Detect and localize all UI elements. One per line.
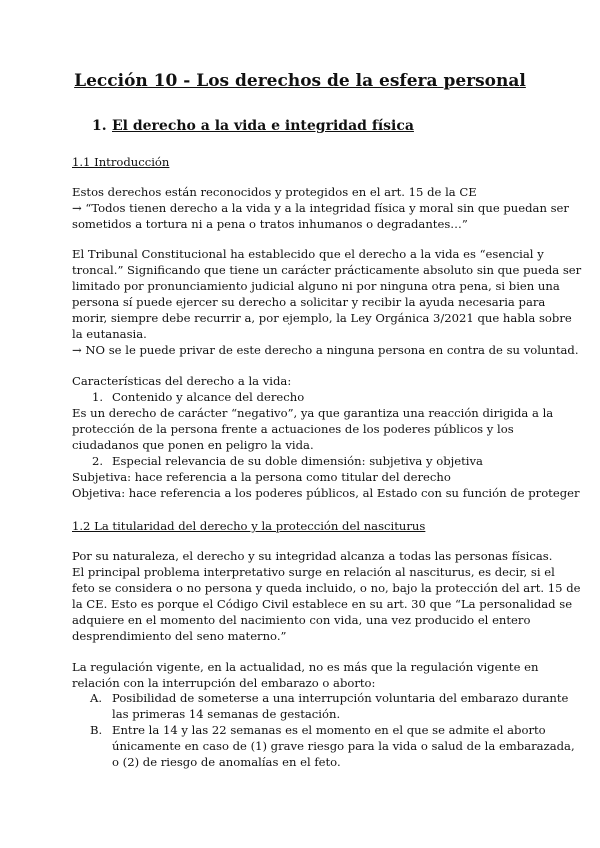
tc-paragraph (72, 246, 582, 358)
text-line: sometidos a tortura ni a pena o tratos inhumanos o degradantes…” (72, 217, 468, 231)
text-line: adquiere en el momento del nacimiento con vida, una vez producido el entero (72, 613, 531, 627)
text-line: la CE. Esto es porque el Código Civil establece en su art. 30 que “La personalidad se (72, 597, 573, 611)
subsection-1-2-heading: 1.2 La titularidad del derecho y la protección del nasciturus (72, 519, 426, 533)
list-letter: B. (90, 723, 103, 737)
subsection-1-1-heading: 1.1 Introducción (72, 155, 170, 169)
text-line: Entre la 14 y las 22 semanas es el momento en el que se admite el aborto (112, 723, 546, 737)
caracteristica-2-description (72, 469, 580, 501)
text-line: Objetiva: hace referencia a los poderes públicos, al Estado con su función de proteger (72, 486, 580, 500)
text-line: Es un derecho de carácter “negativo”, ya que garantiza una reacción dirigida a la (72, 406, 554, 420)
text-line: Por su naturaleza, el derecho y su integridad alcanza a todas las personas físicas. (72, 549, 553, 563)
list-item-text: Especial relevancia de su doble dimensión: subjetiva y objetiva (112, 454, 483, 468)
lesson-title: Lección 10 - Los derechos de la esfera personal (74, 71, 526, 91)
text-line: → “Todos tienen derecho a la vida y a la integridad física y moral sin que puedan ser (72, 201, 569, 215)
text-line: El Tribunal Constitucional ha establecido que el derecho a la vida es “esencial y (72, 247, 544, 261)
intro-paragraph (72, 184, 569, 232)
text-line: o (2) de riesgo de anomalías en el feto. (112, 755, 341, 769)
caracteristica-item-2 (92, 453, 483, 469)
regulacion-item-b (90, 722, 575, 770)
text-line: Subjetiva: hace referencia a la persona como titular del derecho (72, 470, 451, 484)
list-number: 2. (92, 454, 104, 468)
text-line: ciudadanos que ponen en peligro la vida. (72, 438, 314, 452)
titularidad-paragraph (72, 548, 581, 644)
regulacion-item-a (90, 690, 569, 722)
caracteristica-1-description (72, 405, 554, 453)
text-line: feto se considera o no persona y queda incluido, o no, bajo la protección del art. 15 de (72, 581, 581, 595)
list-item-text: Contenido y alcance del derecho (112, 390, 305, 404)
section-1-heading (92, 116, 414, 136)
caracteristica-item-1 (92, 389, 304, 405)
list-number: 1. (92, 390, 104, 404)
text-line: Estos derechos están reconocidos y protegidos en el art. 15 de la CE (72, 185, 477, 199)
text-line: La regulación vigente, en la actualidad, no es más que la regulación vigente en (72, 660, 539, 674)
text-line: Posibilidad de someterse a una interrupción voluntaria del embarazo durante (112, 691, 569, 705)
text-line: morir, siempre debe recurrir a, por ejemplo, la Ley Orgánica 3/2021 que habla sobre (72, 311, 572, 325)
text-line: la eutanasia. (72, 327, 147, 341)
section-1-title: El derecho a la vida e integridad física (112, 118, 414, 134)
text-line: protección de la persona frente a actuaciones de los poderes públicos y los (72, 422, 514, 436)
text-line: El principal problema interpretativo surge en relación al nasciturus, es decir, si el (72, 565, 555, 579)
text-line: limitado por pronunciamiento judicial alguno ni por ninguna otra pena, si bien una (72, 279, 560, 293)
text-line: → NO se le puede privar de este derecho a ninguna persona en contra de su voluntad. (72, 343, 579, 357)
text-line: únicamente en caso de (1) grave riesgo para la vida o salud de la embarazada, (112, 739, 575, 753)
text-line: persona sí puede ejercer su derecho a solicitar y recibir la ayuda necesaria para (72, 295, 546, 309)
text-line: relación con la interrupción del embarazo o aborto: (72, 676, 376, 690)
text-line: las primeras 14 semanas de gestación. (112, 707, 341, 721)
section-1-number: 1. (92, 118, 107, 134)
list-letter: A. (90, 691, 103, 705)
caracteristicas-heading: Características del derecho a la vida: (72, 374, 292, 388)
text-line: troncal.” Significando que tiene un carácter prácticamente absoluto sin que pueda ser (72, 263, 582, 277)
regulacion-paragraph (72, 659, 539, 691)
text-line: desprendimiento del seno materno.” (72, 629, 287, 643)
